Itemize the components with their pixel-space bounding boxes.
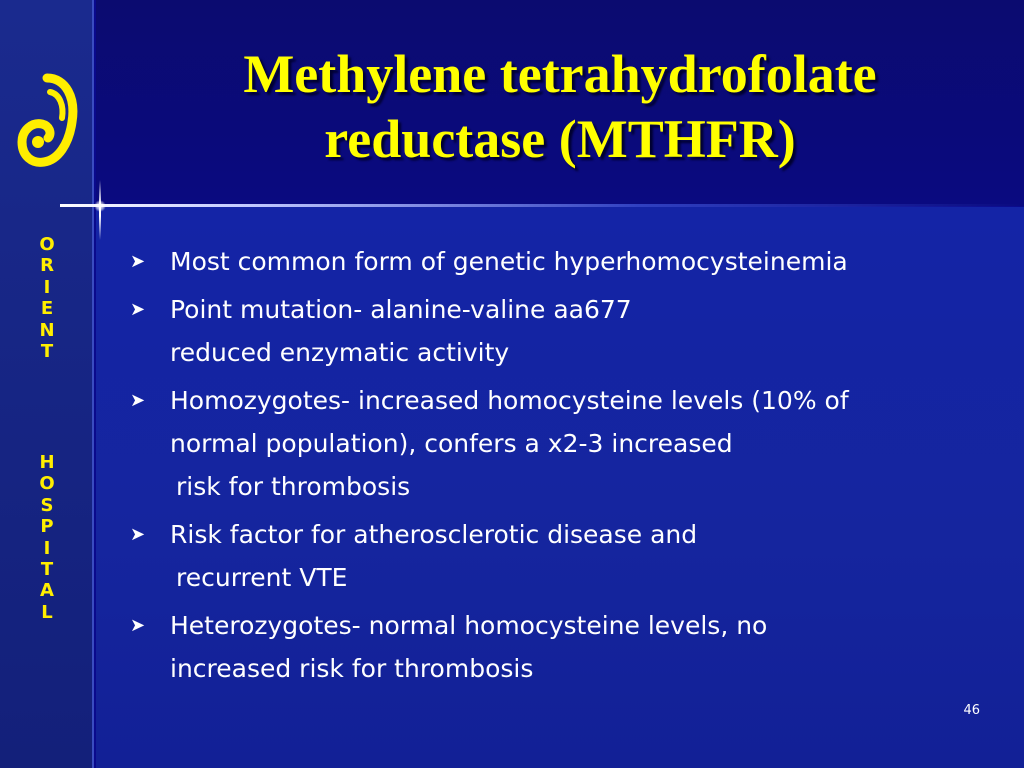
vertical-word-hospital xyxy=(0,452,94,623)
slide-title xyxy=(96,42,1024,172)
vertical-letter: R xyxy=(40,255,54,277)
bullet-text: normal population), confers a x2-3 increased xyxy=(170,429,733,458)
bullet-text: recurrent VTE xyxy=(176,563,348,592)
vertical-letter: P xyxy=(40,516,54,538)
vertical-letter: O xyxy=(39,473,55,495)
arrow-bullet-icon: ➤ xyxy=(130,615,146,636)
vertical-letter: I xyxy=(43,276,51,298)
bullet-item xyxy=(130,288,1010,374)
page-number: 46 xyxy=(963,703,980,718)
bullet-item xyxy=(130,240,1010,283)
bullet-item xyxy=(130,604,1010,690)
vertical-letter: A xyxy=(40,580,54,602)
bullet-text: Heterozygotes- normal homocysteine levels, no xyxy=(170,611,768,640)
bullet-text: risk for thrombosis xyxy=(176,472,411,501)
vertical-letter: I xyxy=(43,537,51,559)
vertical-letter: S xyxy=(40,494,54,516)
bullet-text: Most common form of genetic hyperhomocysteinemia xyxy=(170,247,848,276)
slide-title-line: Methylene tetrahydrofolate xyxy=(243,44,877,104)
vertical-letter: E xyxy=(40,298,54,320)
bullet-text: Homozygotes- increased homocysteine levels (10% of xyxy=(170,386,849,415)
vertical-letter: T xyxy=(40,341,54,363)
vertical-letter: L xyxy=(41,601,53,623)
divider-line xyxy=(60,204,1024,207)
bullet-item xyxy=(130,513,1010,599)
vertical-letter: O xyxy=(39,234,55,255)
bullet-item xyxy=(130,379,1010,508)
bullet-text: reduced enzymatic activity xyxy=(170,338,510,367)
bullet-text: Risk factor for atherosclerotic disease and xyxy=(170,520,698,549)
sidebar xyxy=(0,0,94,768)
arrow-bullet-icon: ➤ xyxy=(130,299,146,320)
vertical-letter: N xyxy=(39,319,55,341)
slide-title-line: reductase (MTHFR) xyxy=(324,109,796,169)
orient-hospital-logo-icon xyxy=(14,72,80,168)
vertical-word-orient xyxy=(0,234,94,362)
bullet-text: Point mutation- alanine-valine aa677 xyxy=(170,295,632,324)
vertical-letter: T xyxy=(40,559,54,581)
bullet-text: increased risk for thrombosis xyxy=(170,654,534,683)
bullet-list xyxy=(130,240,1010,695)
arrow-bullet-icon: ➤ xyxy=(130,390,146,411)
arrow-bullet-icon: ➤ xyxy=(130,251,146,272)
vertical-letter: H xyxy=(39,452,55,473)
divider-sparkle xyxy=(94,200,106,212)
arrow-bullet-icon: ➤ xyxy=(130,524,146,545)
